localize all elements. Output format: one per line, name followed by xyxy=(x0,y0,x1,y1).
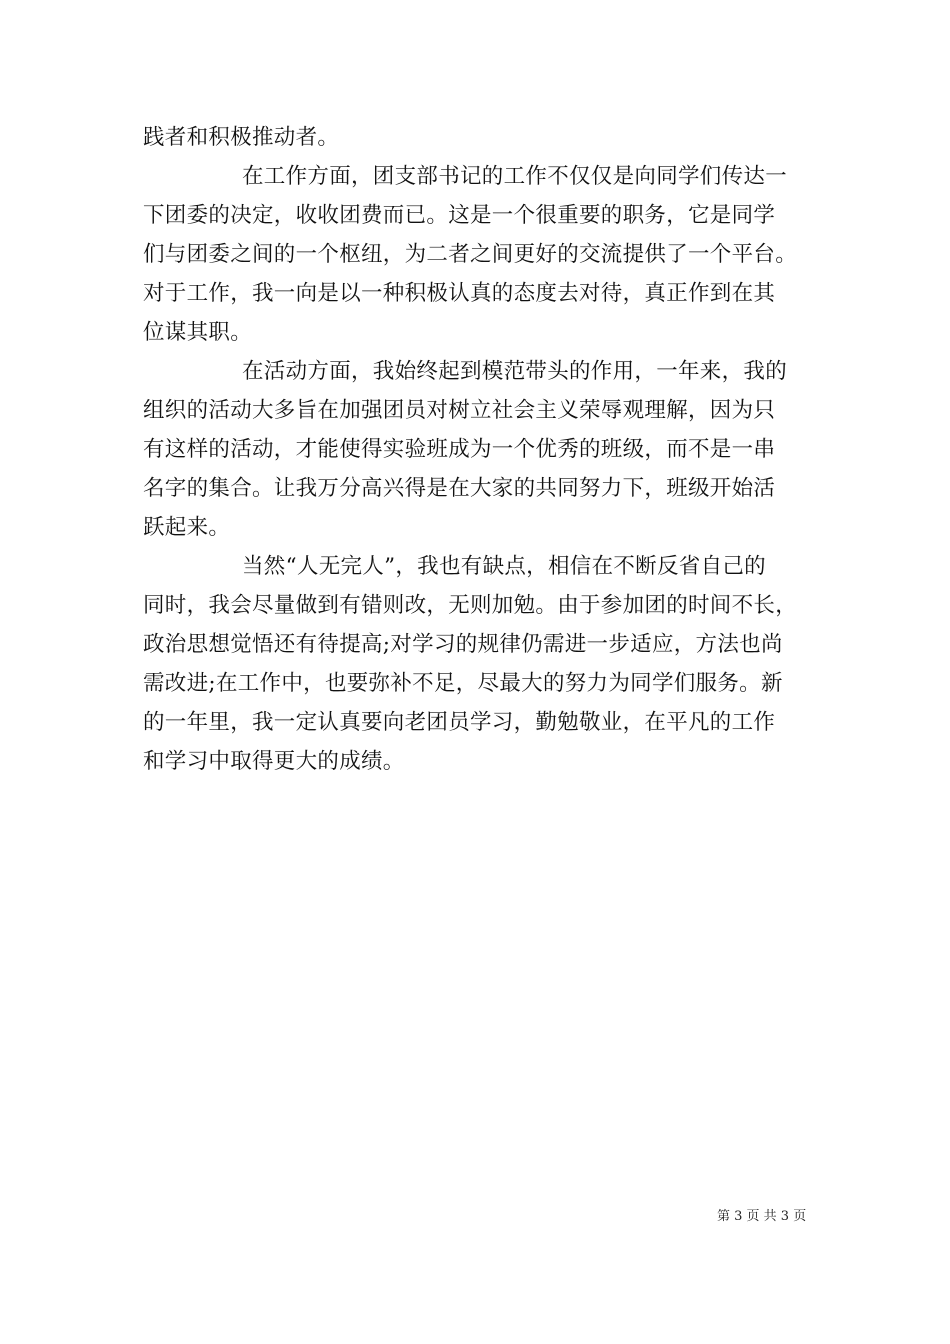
text-line: 在活动方面，我始终起到模范带头的作用，一年来，我的 xyxy=(242,359,788,384)
paragraph-1 xyxy=(143,118,813,157)
text-line: 的一年里，我一定认真要向老团员学习，勤勉敬业，在平凡的工作 xyxy=(143,710,776,735)
text-line: 下团委的决定，收收团费而已。这是一个很重要的职务，它是同学 xyxy=(143,203,776,228)
paragraph-shortcomings xyxy=(143,547,813,781)
text-line: 跃起来。 xyxy=(143,515,231,540)
text-line: 组织的活动大多旨在加强团员对树立社会主义荣辱观理解，因为只 xyxy=(143,398,776,423)
text-line: 当然“人无完人”，我也有缺点，相信在不断反省自己的 xyxy=(242,554,766,579)
text-line: 对于工作，我一向是以一种积极认真的态度去对待，真正作到在其 xyxy=(143,281,776,306)
text-line: 们与团委之间的一个枢纽，为二者之间更好的交流提供了一个平台。 xyxy=(143,242,798,267)
text-line: 位谋其职。 xyxy=(143,320,253,345)
body-text xyxy=(143,118,813,781)
paragraph-work xyxy=(143,157,813,352)
text-line: 在工作方面，团支部书记的工作不仅仅是向同学们传达一 xyxy=(242,164,788,189)
text-line: 同时，我会尽量做到有错则改，无则加勉。由于参加团的时间不长， xyxy=(143,593,798,618)
text-line: 名字的集合。让我万分高兴得是在大家的共同努力下，班级开始活 xyxy=(143,476,776,501)
text-line: 有这样的活动，才能使得实验班成为一个优秀的班级，而不是一串 xyxy=(143,437,776,462)
text-line: 政治思想觉悟还有待提高;对学习的规律仍需进一步适应，方法也尚 xyxy=(143,632,783,657)
text-line: 需改进;在工作中，也要弥补不足，尽最大的努力为同学们服务。新 xyxy=(143,671,783,696)
text-line: 和学习中取得更大的成绩。 xyxy=(143,749,405,774)
text-line: 践者和积极推动者。 xyxy=(143,125,340,150)
page-number-footer: 第 3 页 共 3 页 xyxy=(717,1209,807,1224)
paragraph-activities xyxy=(143,352,813,547)
